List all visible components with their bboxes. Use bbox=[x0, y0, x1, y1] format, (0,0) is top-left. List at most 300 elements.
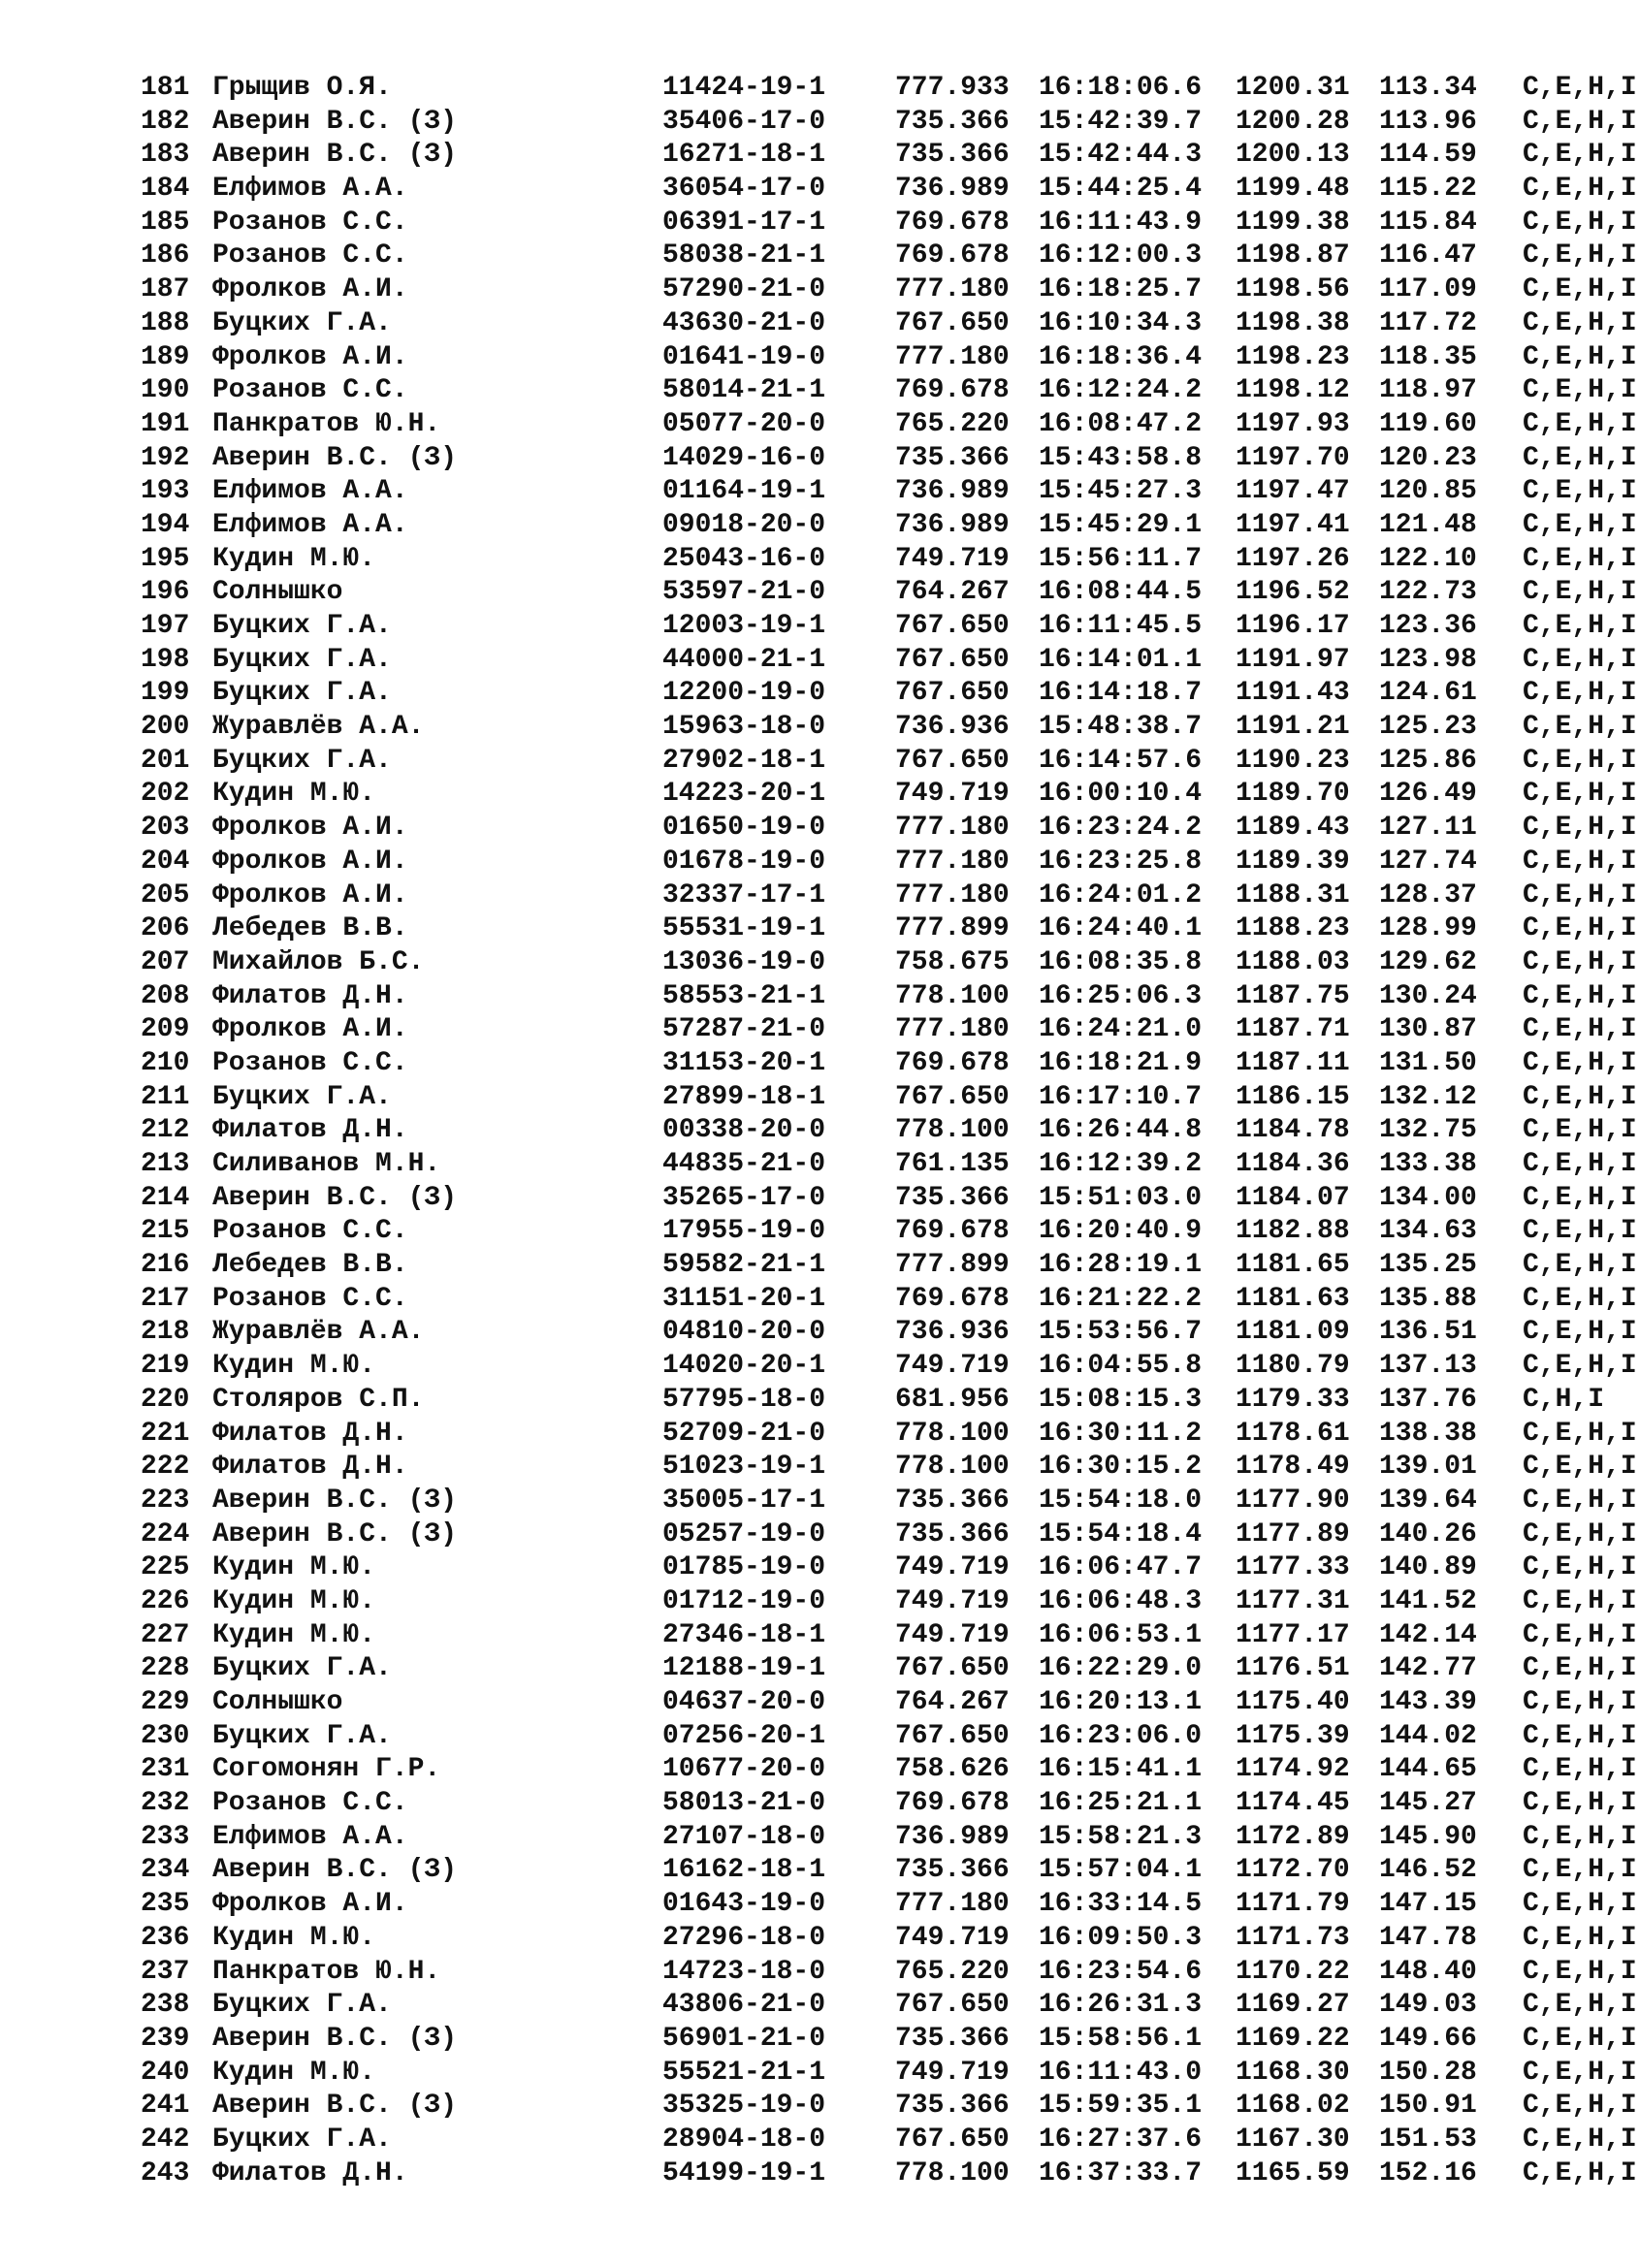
flags: C,E,H,I bbox=[1523, 1250, 1637, 1281]
table-row bbox=[141, 1922, 1639, 1956]
flags: C,E,H,I bbox=[1523, 813, 1637, 844]
table-row bbox=[141, 173, 1639, 207]
flags: C,E,H,I bbox=[1523, 341, 1637, 372]
flags: C,E,H,I bbox=[1523, 745, 1637, 776]
distance: 749.719 bbox=[895, 1351, 1010, 1382]
speed: 1174.45 bbox=[1236, 1788, 1350, 1819]
participant-name: Лебедев В.В. bbox=[212, 1250, 408, 1281]
participant-name: Елфимов А.А. bbox=[212, 476, 408, 507]
speed: 1187.75 bbox=[1236, 980, 1350, 1011]
distance: 767.650 bbox=[895, 745, 1010, 776]
row-number: 184 bbox=[141, 174, 190, 205]
table-row bbox=[141, 1283, 1639, 1317]
speed: 1198.12 bbox=[1236, 375, 1350, 406]
row-number: 238 bbox=[141, 1990, 190, 2021]
arrival-time: 15:45:29.1 bbox=[1039, 509, 1203, 540]
speed: 1197.41 bbox=[1236, 509, 1350, 540]
ring-number: 28904-18-0 bbox=[662, 2124, 826, 2155]
flags: C,E,H,I bbox=[1523, 2157, 1637, 2188]
row-number: 189 bbox=[141, 341, 190, 372]
row-number: 190 bbox=[141, 375, 190, 406]
table-row bbox=[141, 1787, 1639, 1821]
participant-name: Буцких Г.А. bbox=[212, 1720, 392, 1751]
flags: C,E,H,I bbox=[1523, 1518, 1637, 1549]
row-number: 231 bbox=[141, 1754, 190, 1785]
participant-name: Филатов Д.Н. bbox=[212, 1418, 408, 1449]
row-number: 196 bbox=[141, 577, 190, 608]
coefficient: 130.87 bbox=[1379, 1014, 1477, 1045]
coefficient: 137.76 bbox=[1379, 1384, 1477, 1415]
flags: C,E,H,I bbox=[1523, 1922, 1637, 1953]
distance: 735.366 bbox=[895, 1182, 1010, 1213]
distance: 736.989 bbox=[895, 476, 1010, 507]
table-row bbox=[141, 610, 1639, 644]
distance: 764.267 bbox=[895, 1687, 1010, 1717]
arrival-time: 15:51:03.0 bbox=[1039, 1182, 1203, 1213]
flags: C,E,H,I bbox=[1523, 946, 1637, 977]
coefficient: 122.73 bbox=[1379, 577, 1477, 608]
table-row bbox=[141, 2057, 1639, 2091]
arrival-time: 15:53:56.7 bbox=[1039, 1317, 1203, 1348]
distance: 749.719 bbox=[895, 2057, 1010, 2088]
speed: 1188.23 bbox=[1236, 913, 1350, 944]
coefficient: 127.74 bbox=[1379, 846, 1477, 877]
participant-name: Столяров С.П. bbox=[212, 1384, 425, 1415]
speed: 1180.79 bbox=[1236, 1351, 1350, 1382]
participant-name: Согомонян Г.Р. bbox=[212, 1754, 441, 1785]
ring-number: 27296-18-0 bbox=[662, 1922, 826, 1953]
table-row bbox=[141, 1720, 1639, 1754]
row-number: 225 bbox=[141, 1552, 190, 1583]
ring-number: 54199-19-1 bbox=[662, 2157, 826, 2188]
table-row bbox=[141, 240, 1639, 273]
coefficient: 151.53 bbox=[1379, 2124, 1477, 2155]
table-row bbox=[141, 946, 1639, 980]
row-number: 198 bbox=[141, 644, 190, 675]
row-number: 233 bbox=[141, 1821, 190, 1852]
row-number: 221 bbox=[141, 1418, 190, 1449]
row-number: 215 bbox=[141, 1216, 190, 1247]
ring-number: 35005-17-1 bbox=[662, 1485, 826, 1516]
coefficient: 137.13 bbox=[1379, 1351, 1477, 1382]
arrival-time: 16:14:18.7 bbox=[1039, 678, 1203, 709]
table-row bbox=[141, 2124, 1639, 2157]
row-number: 205 bbox=[141, 879, 190, 910]
row-number: 213 bbox=[141, 1149, 190, 1179]
flags: C,E,H,I bbox=[1523, 2124, 1637, 2155]
coefficient: 113.34 bbox=[1379, 73, 1477, 103]
distance: 769.678 bbox=[895, 1047, 1010, 1078]
arrival-time: 16:18:06.6 bbox=[1039, 73, 1203, 103]
ring-number: 53597-21-0 bbox=[662, 577, 826, 608]
speed: 1188.31 bbox=[1236, 879, 1350, 910]
ring-number: 31153-20-1 bbox=[662, 1047, 826, 1078]
speed: 1189.39 bbox=[1236, 846, 1350, 877]
ring-number: 07256-20-1 bbox=[662, 1720, 826, 1751]
distance: 777.899 bbox=[895, 1250, 1010, 1281]
arrival-time: 16:11:45.5 bbox=[1039, 611, 1203, 641]
ring-number: 06391-17-1 bbox=[662, 207, 826, 238]
flags: C,E,H,I bbox=[1523, 274, 1637, 305]
coefficient: 128.99 bbox=[1379, 913, 1477, 944]
ring-number: 31151-20-1 bbox=[662, 1283, 826, 1314]
row-number: 214 bbox=[141, 1182, 190, 1213]
ring-number: 17955-19-0 bbox=[662, 1216, 826, 1247]
flags: C,E,H,I bbox=[1523, 1889, 1637, 1920]
distance: 769.678 bbox=[895, 1283, 1010, 1314]
arrival-time: 16:18:21.9 bbox=[1039, 1047, 1203, 1078]
speed: 1177.33 bbox=[1236, 1552, 1350, 1583]
distance: 767.650 bbox=[895, 678, 1010, 709]
speed: 1177.89 bbox=[1236, 1518, 1350, 1549]
speed: 1165.59 bbox=[1236, 2157, 1350, 2188]
speed: 1200.13 bbox=[1236, 140, 1350, 171]
table-row bbox=[141, 1585, 1639, 1619]
coefficient: 140.26 bbox=[1379, 1518, 1477, 1549]
table-row bbox=[141, 1753, 1639, 1787]
arrival-time: 16:24:40.1 bbox=[1039, 913, 1203, 944]
ring-number: 55531-19-1 bbox=[662, 913, 826, 944]
ring-number: 44835-21-0 bbox=[662, 1149, 826, 1179]
speed: 1191.43 bbox=[1236, 678, 1350, 709]
speed: 1200.28 bbox=[1236, 106, 1350, 137]
table-row bbox=[141, 2157, 1639, 2191]
speed: 1170.22 bbox=[1236, 1956, 1350, 1987]
distance: 777.180 bbox=[895, 1014, 1010, 1045]
ring-number: 35406-17-0 bbox=[662, 106, 826, 137]
row-number: 241 bbox=[141, 2091, 190, 2122]
participant-name: Розанов С.С. bbox=[212, 207, 408, 238]
coefficient: 134.00 bbox=[1379, 1182, 1477, 1213]
distance: 778.100 bbox=[895, 980, 1010, 1011]
distance: 767.650 bbox=[895, 307, 1010, 338]
speed: 1197.47 bbox=[1236, 476, 1350, 507]
flags: C,E,H,I bbox=[1523, 476, 1637, 507]
participant-name: Аверин В.С. (З) bbox=[212, 140, 458, 171]
coefficient: 144.65 bbox=[1379, 1754, 1477, 1785]
speed: 1191.97 bbox=[1236, 644, 1350, 675]
arrival-time: 16:20:40.9 bbox=[1039, 1216, 1203, 1247]
participant-name: Елфимов А.А. bbox=[212, 509, 408, 540]
flags: C,E,H,I bbox=[1523, 1014, 1637, 1045]
coefficient: 145.90 bbox=[1379, 1821, 1477, 1852]
ring-number: 01650-19-0 bbox=[662, 813, 826, 844]
ring-number: 27107-18-0 bbox=[662, 1821, 826, 1852]
distance: 749.719 bbox=[895, 779, 1010, 810]
distance: 764.267 bbox=[895, 577, 1010, 608]
ring-number: 14029-16-0 bbox=[662, 442, 826, 473]
arrival-time: 16:12:39.2 bbox=[1039, 1149, 1203, 1179]
speed: 1178.61 bbox=[1236, 1418, 1350, 1449]
coefficient: 135.25 bbox=[1379, 1250, 1477, 1281]
table-row bbox=[141, 1821, 1639, 1855]
table-row bbox=[141, 1619, 1639, 1653]
arrival-time: 16:21:22.2 bbox=[1039, 1283, 1203, 1314]
participant-name: Розанов С.С. bbox=[212, 240, 408, 272]
coefficient: 118.35 bbox=[1379, 341, 1477, 372]
ring-number: 04810-20-0 bbox=[662, 1317, 826, 1348]
distance: 735.366 bbox=[895, 2023, 1010, 2054]
arrival-time: 16:08:47.2 bbox=[1039, 408, 1203, 439]
speed: 1169.22 bbox=[1236, 2023, 1350, 2054]
flags: C,E,H,I bbox=[1523, 779, 1637, 810]
distance: 735.366 bbox=[895, 1855, 1010, 1886]
distance: 767.650 bbox=[895, 1081, 1010, 1112]
coefficient: 130.24 bbox=[1379, 980, 1477, 1011]
row-number: 187 bbox=[141, 274, 190, 305]
participant-name: Кудин М.Ю. bbox=[212, 543, 376, 574]
arrival-time: 16:27:37.6 bbox=[1039, 2124, 1203, 2155]
row-number: 181 bbox=[141, 73, 190, 103]
arrival-time: 15:48:38.7 bbox=[1039, 712, 1203, 743]
participant-name: Розанов С.С. bbox=[212, 1047, 408, 1078]
distance: 778.100 bbox=[895, 1115, 1010, 1146]
flags: C,E,H,I bbox=[1523, 2023, 1637, 2054]
flags: C,E,H,I bbox=[1523, 2091, 1637, 2122]
distance: 736.989 bbox=[895, 1821, 1010, 1852]
ring-number: 01678-19-0 bbox=[662, 846, 826, 877]
ring-number: 01641-19-0 bbox=[662, 341, 826, 372]
ring-number: 12003-19-1 bbox=[662, 611, 826, 641]
coefficient: 152.16 bbox=[1379, 2157, 1477, 2188]
participant-name: Елфимов А.А. bbox=[212, 174, 408, 205]
coefficient: 125.23 bbox=[1379, 712, 1477, 743]
row-number: 218 bbox=[141, 1317, 190, 1348]
table-row bbox=[141, 139, 1639, 173]
table-row bbox=[141, 307, 1639, 341]
coefficient: 133.38 bbox=[1379, 1149, 1477, 1179]
speed: 1179.33 bbox=[1236, 1384, 1350, 1415]
flags: C,E,H,I bbox=[1523, 1788, 1637, 1819]
ring-number: 11424-19-1 bbox=[662, 73, 826, 103]
participant-name: Лебедев В.В. bbox=[212, 913, 408, 944]
arrival-time: 16:15:41.1 bbox=[1039, 1754, 1203, 1785]
participant-name: Фролков А.И. bbox=[212, 1889, 408, 1920]
distance: 735.366 bbox=[895, 1518, 1010, 1549]
ring-number: 56901-21-0 bbox=[662, 2023, 826, 2054]
flags: C,E,H,I bbox=[1523, 73, 1637, 103]
row-number: 201 bbox=[141, 745, 190, 776]
participant-name: Буцких Г.А. bbox=[212, 307, 392, 338]
speed: 1167.30 bbox=[1236, 2124, 1350, 2155]
coefficient: 119.60 bbox=[1379, 408, 1477, 439]
coefficient: 115.22 bbox=[1379, 174, 1477, 205]
table-row bbox=[141, 475, 1639, 509]
participant-name: Буцких Г.А. bbox=[212, 611, 392, 641]
coefficient: 126.49 bbox=[1379, 779, 1477, 810]
speed: 1198.56 bbox=[1236, 274, 1350, 305]
distance: 735.366 bbox=[895, 442, 1010, 473]
table-row bbox=[141, 207, 1639, 240]
distance: 777.933 bbox=[895, 73, 1010, 103]
participant-name: Аверин В.С. (З) bbox=[212, 442, 458, 473]
distance: 736.936 bbox=[895, 1317, 1010, 1348]
coefficient: 142.14 bbox=[1379, 1619, 1477, 1650]
row-number: 243 bbox=[141, 2157, 190, 2188]
table-row bbox=[141, 1652, 1639, 1686]
speed: 1197.70 bbox=[1236, 442, 1350, 473]
table-row bbox=[141, 408, 1639, 442]
participant-name: Буцких Г.А. bbox=[212, 644, 392, 675]
participant-name: Фролков А.И. bbox=[212, 879, 408, 910]
arrival-time: 15:42:44.3 bbox=[1039, 140, 1203, 171]
coefficient: 145.27 bbox=[1379, 1788, 1477, 1819]
coefficient: 150.91 bbox=[1379, 2091, 1477, 2122]
results-list bbox=[141, 72, 1639, 2190]
flags: C,E,H,I bbox=[1523, 879, 1637, 910]
flags: C,E,H,I bbox=[1523, 913, 1637, 944]
row-number: 236 bbox=[141, 1922, 190, 1953]
coefficient: 139.64 bbox=[1379, 1485, 1477, 1516]
table-row bbox=[141, 812, 1639, 846]
ring-number: 16271-18-1 bbox=[662, 140, 826, 171]
speed: 1184.07 bbox=[1236, 1182, 1350, 1213]
speed: 1198.87 bbox=[1236, 240, 1350, 272]
row-number: 210 bbox=[141, 1047, 190, 1078]
speed: 1181.63 bbox=[1236, 1283, 1350, 1314]
speed: 1196.17 bbox=[1236, 611, 1350, 641]
coefficient: 150.28 bbox=[1379, 2057, 1477, 2088]
distance: 735.366 bbox=[895, 106, 1010, 137]
distance: 769.678 bbox=[895, 240, 1010, 272]
participant-name: Кудин М.Ю. bbox=[212, 1922, 376, 1953]
arrival-time: 16:04:55.8 bbox=[1039, 1351, 1203, 1382]
participant-name: Буцких Г.А. bbox=[212, 1653, 392, 1684]
row-number: 229 bbox=[141, 1687, 190, 1717]
table-row bbox=[141, 1350, 1639, 1384]
row-number: 199 bbox=[141, 678, 190, 709]
speed: 1181.09 bbox=[1236, 1317, 1350, 1348]
speed: 1175.40 bbox=[1236, 1687, 1350, 1717]
coefficient: 124.61 bbox=[1379, 678, 1477, 709]
row-number: 200 bbox=[141, 712, 190, 743]
ring-number: 44000-21-1 bbox=[662, 644, 826, 675]
distance: 749.719 bbox=[895, 1585, 1010, 1616]
participant-name: Аверин В.С. (З) bbox=[212, 1182, 458, 1213]
arrival-time: 15:44:25.4 bbox=[1039, 174, 1203, 205]
row-number: 240 bbox=[141, 2057, 190, 2088]
coefficient: 121.48 bbox=[1379, 509, 1477, 540]
coefficient: 129.62 bbox=[1379, 946, 1477, 977]
coefficient: 123.36 bbox=[1379, 611, 1477, 641]
flags: C,E,H,I bbox=[1523, 240, 1637, 272]
arrival-time: 16:17:10.7 bbox=[1039, 1081, 1203, 1112]
row-number: 219 bbox=[141, 1351, 190, 1382]
speed: 1187.11 bbox=[1236, 1047, 1350, 1078]
flags: C,E,H,I bbox=[1523, 207, 1637, 238]
participant-name: Журавлёв А.А. bbox=[212, 1317, 425, 1348]
speed: 1186.15 bbox=[1236, 1081, 1350, 1112]
ring-number: 58014-21-1 bbox=[662, 375, 826, 406]
coefficient: 142.77 bbox=[1379, 1653, 1477, 1684]
arrival-time: 16:23:06.0 bbox=[1039, 1720, 1203, 1751]
row-number: 224 bbox=[141, 1518, 190, 1549]
ring-number: 57287-21-0 bbox=[662, 1014, 826, 1045]
row-number: 183 bbox=[141, 140, 190, 171]
flags: C,E,H,I bbox=[1523, 1452, 1637, 1483]
participant-name: Аверин В.С. (З) bbox=[212, 1518, 458, 1549]
flags: C,E,H,I bbox=[1523, 1855, 1637, 1886]
ring-number: 01643-19-0 bbox=[662, 1889, 826, 1920]
row-number: 204 bbox=[141, 846, 190, 877]
coefficient: 140.89 bbox=[1379, 1552, 1477, 1583]
ring-number: 35325-19-0 bbox=[662, 2091, 826, 2122]
arrival-time: 15:54:18.0 bbox=[1039, 1485, 1203, 1516]
flags: C,E,H,I bbox=[1523, 1216, 1637, 1247]
participant-name: Буцких Г.А. bbox=[212, 2124, 392, 2155]
flags: C,E,H,I bbox=[1523, 980, 1637, 1011]
flags: C,E,H,I bbox=[1523, 140, 1637, 171]
distance: 777.180 bbox=[895, 813, 1010, 844]
table-row bbox=[141, 2090, 1639, 2124]
ring-number: 27902-18-1 bbox=[662, 745, 826, 776]
distance: 767.650 bbox=[895, 1653, 1010, 1684]
distance: 749.719 bbox=[895, 1552, 1010, 1583]
coefficient: 122.10 bbox=[1379, 543, 1477, 574]
distance: 749.719 bbox=[895, 543, 1010, 574]
distance: 769.678 bbox=[895, 375, 1010, 406]
participant-name: Кудин М.Ю. bbox=[212, 1585, 376, 1616]
coefficient: 146.52 bbox=[1379, 1855, 1477, 1886]
table-row bbox=[141, 1686, 1639, 1720]
ring-number: 01785-19-0 bbox=[662, 1552, 826, 1583]
arrival-time: 15:08:15.3 bbox=[1039, 1384, 1203, 1415]
arrival-time: 16:37:33.7 bbox=[1039, 2157, 1203, 2188]
table-row bbox=[141, 677, 1639, 711]
arrival-time: 16:10:34.3 bbox=[1039, 307, 1203, 338]
table-row bbox=[141, 106, 1639, 140]
speed: 1196.52 bbox=[1236, 577, 1350, 608]
arrival-time: 16:30:15.2 bbox=[1039, 1452, 1203, 1483]
flags: C,E,H,I bbox=[1523, 1047, 1637, 1078]
distance: 778.100 bbox=[895, 1452, 1010, 1483]
row-number: 185 bbox=[141, 207, 190, 238]
arrival-time: 15:58:56.1 bbox=[1039, 2023, 1203, 2054]
speed: 1190.23 bbox=[1236, 745, 1350, 776]
arrival-time: 16:25:21.1 bbox=[1039, 1788, 1203, 1819]
table-row bbox=[141, 1013, 1639, 1047]
speed: 1199.38 bbox=[1236, 207, 1350, 238]
arrival-time: 16:06:47.7 bbox=[1039, 1552, 1203, 1583]
row-number: 230 bbox=[141, 1720, 190, 1751]
distance: 777.180 bbox=[895, 879, 1010, 910]
table-row bbox=[141, 576, 1639, 610]
ring-number: 58553-21-1 bbox=[662, 980, 826, 1011]
distance: 777.899 bbox=[895, 913, 1010, 944]
ring-number: 58013-21-0 bbox=[662, 1788, 826, 1819]
arrival-time: 16:33:14.5 bbox=[1039, 1889, 1203, 1920]
flags: C,E,H,I bbox=[1523, 408, 1637, 439]
row-number: 197 bbox=[141, 611, 190, 641]
coefficient: 120.23 bbox=[1379, 442, 1477, 473]
participant-name: Панкратов Ю.Н. bbox=[212, 408, 441, 439]
speed: 1197.26 bbox=[1236, 543, 1350, 574]
participant-name: Розанов С.С. bbox=[212, 1283, 408, 1314]
speed: 1181.65 bbox=[1236, 1250, 1350, 1281]
row-number: 195 bbox=[141, 543, 190, 574]
participant-name: Буцких Г.А. bbox=[212, 1081, 392, 1112]
row-number: 232 bbox=[141, 1788, 190, 1819]
speed: 1177.17 bbox=[1236, 1619, 1350, 1650]
arrival-time: 15:42:39.7 bbox=[1039, 106, 1203, 137]
coefficient: 123.98 bbox=[1379, 644, 1477, 675]
table-row bbox=[141, 745, 1639, 779]
flags: C,E,H,I bbox=[1523, 1754, 1637, 1785]
table-row bbox=[141, 543, 1639, 577]
participant-name: Филатов Д.Н. bbox=[212, 980, 408, 1011]
participant-name: Филатов Д.Н. bbox=[212, 1115, 408, 1146]
flags: C,E,H,I bbox=[1523, 543, 1637, 574]
